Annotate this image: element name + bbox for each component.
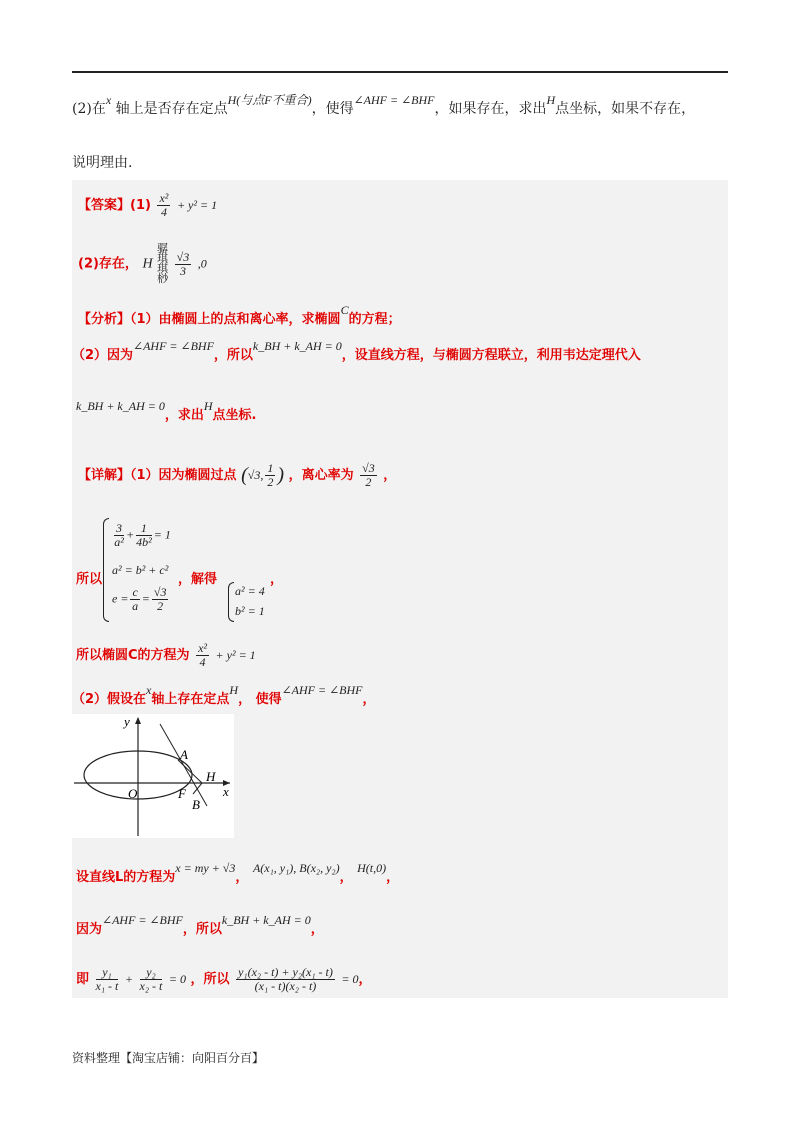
solution-2: b² = 1: [235, 604, 265, 618]
detail-suoyi: 所以: [76, 572, 103, 587]
header-rule: [72, 71, 728, 73]
detail-line-1: 【详解】（1）因为椭圆过点 (√3, $\frac{1}{2}$ ) ，离心率为 $\frac{√3}{2}$ ，: [78, 461, 397, 489]
detail-because: 因为∠AHF = ∠BHF，所以k_BH + k_AH = 0，: [76, 913, 324, 937]
label-O: O: [128, 786, 138, 801]
detail-part2: （2）假设在x轴上存在定点H， 使得∠AHF = ∠BHF，: [72, 683, 376, 707]
label-H: H: [206, 769, 216, 784]
label-x: x: [223, 784, 229, 799]
answer-panel: [72, 180, 728, 998]
detail-line-L: 设直线L的方程为x = my + √3， A(x₁, y₁), B(x₂, y₂)， H(t,0)，: [76, 861, 400, 885]
detail-jiede: ，解得: [178, 572, 218, 587]
solution-1: a² = 4: [235, 584, 265, 598]
label-F: F: [178, 786, 186, 801]
y-axis-arrow: [135, 717, 141, 724]
system-eq-3: e = $\frac{c}{a}$ = $\frac{√3}{2}$: [112, 585, 167, 613]
segment-AH: [178, 760, 202, 783]
ellipse-figure: [72, 714, 234, 838]
brace-solution: [228, 582, 234, 622]
label-y: y: [124, 714, 130, 729]
analysis-line-2: （2）因为∠AHF = ∠BHF，所以k_BH + k_AH = 0，设直线方程，与椭圆方程联立，利用韦达定理代入: [72, 339, 641, 363]
label-A: A: [180, 747, 188, 762]
question-line-2: 说明理由.: [72, 155, 133, 171]
brace-system: [103, 518, 109, 622]
analysis-line-1: 【分析】（1）由椭圆上的点和离心率，求椭圆C的方程；: [78, 303, 401, 327]
system-eq-2: a² = b² + c²: [112, 563, 169, 577]
detail-comma: ，: [270, 572, 284, 587]
question-line-1: (2)在x 轴上是否存在定点H(与点F不重合)，使得∠AHF = ∠BHF，如果存在，求出H点坐标，如果不存在，: [72, 93, 696, 117]
system-eq-1: $\frac{3}{\text{a²}}$ + $\frac{1}{\text{4b²}}$ = 1: [114, 521, 171, 549]
label-B: B: [192, 797, 200, 812]
footer-text: 资料整理【淘宝店铺：向阳百分百】: [72, 1051, 265, 1065]
detail-ellipse-line: 所以椭圆C的方程为 $\frac{\text{x²}}{4}$ + y² = 1: [76, 641, 256, 669]
answer-line-1: 【答案】(1) $\frac{\text{x²}}{4}$ + y² = 1: [78, 191, 218, 219]
detail-ji: 即 $\frac{\text{y₁}}{\text{x₁ - t}}$ + $\frac{\text{y₂}}{\text{x₂ - t}}$ = 0 ，所以 $\frac{\text{y₁(x₂ - t) + y₂(x₁ - t)}}{\text{(x₁ - t)(x₂ - t)}}$ = 0，: [76, 965, 372, 993]
answer-line-2: (2)存在， H 骣 琪 琪 桫 $\frac{√3}{3}$ ,0: [78, 242, 207, 285]
ellipse-diagram: [72, 714, 234, 838]
analysis-line-3: k_BH + k_AH = 0，求出H点坐标.: [76, 399, 257, 423]
